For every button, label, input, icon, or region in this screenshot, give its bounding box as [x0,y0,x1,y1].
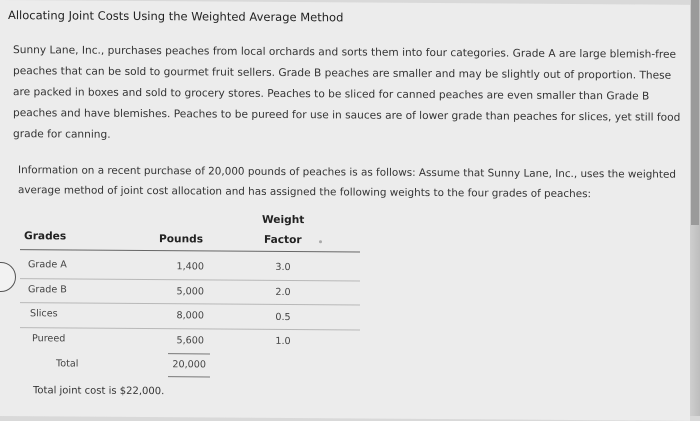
joint-cost-statement: Total joint cost is $22,000. [33,385,165,398]
row-grade-a-pounds: 1,400 [176,261,204,273]
row-grade-a-label: Grade A [28,259,67,271]
total-rule-top [168,353,210,354]
purchase-information: Information on a recent purchase of 20,000 pounds of peaches is as follows: Assume that Sunny Lane, Inc., uses the weighted average method of joint cost allocation and has assigned the following weights to the four grades of peaches: [18,164,676,201]
row-separator [20,278,360,281]
header-pounds: Pounds [159,233,204,246]
total-pounds: 20,000 [172,359,206,371]
row-pureed-pounds: 5,600 [176,335,204,347]
row-pureed-label: Pureed [32,333,66,345]
header-grades: Grades [24,230,67,243]
row-grade-b-label: Grade B [28,284,67,296]
total-rule-bottom [168,376,210,377]
header-factor: Factor [264,233,302,247]
problem-description: Sunny Lane, Inc., purchases peaches from local orchards and sorts them into four categories. Grade A are large blemish-free peaches that can be sold to gourmet fruit sellers. Grade B peaches are smaller and may be slightly out of proportion. These are packed in boxes and sold to grocery stores. Peaches to be sliced for canned peaches are even smaller than Grade B peaches and have blemishes. Peaches to be pureed for use in sauces are of lower grade than peaches for slices, yet still food grade for canning. [13,44,681,141]
header-rule [20,249,360,252]
row-slices-label: Slices [30,308,58,320]
row-slices-weight: 0.5 [275,311,291,324]
row-grade-b-weight: 2.0 [275,286,291,299]
total-label: Total [56,358,79,370]
header-weight: Weight [262,213,305,227]
scrollbar-track[interactable] [690,0,700,416]
row-grade-a-weight: 3.0 [275,261,291,274]
row-slices-pounds: 8,000 [176,310,204,322]
scrollbar-thumb[interactable] [691,0,699,225]
header-dot [319,240,322,243]
row-grade-b-pounds: 5,000 [176,286,204,298]
row-pureed-weight: 1.0 [275,335,291,348]
row-separator [20,302,360,305]
problem-title: Allocating Joint Costs Using the Weighted Average Method [8,8,344,25]
row-separator [20,327,360,330]
